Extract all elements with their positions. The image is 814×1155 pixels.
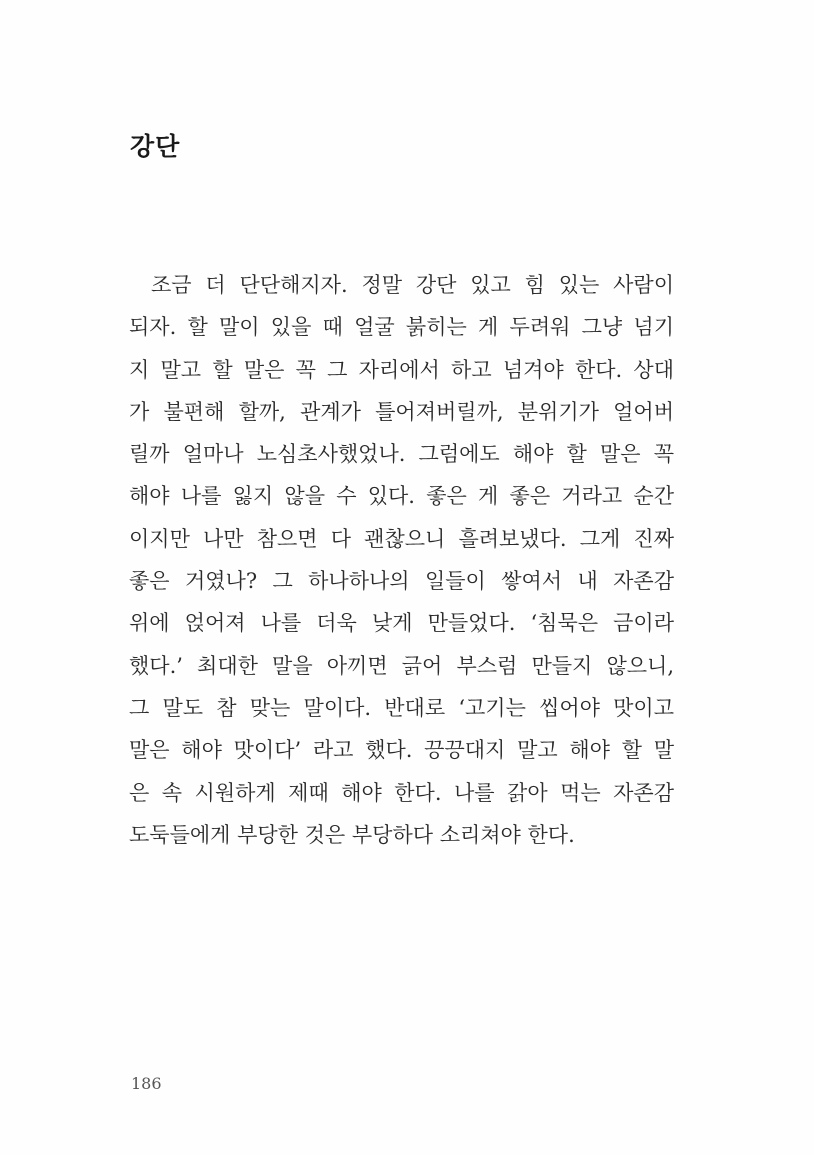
chapter-title: 강단: [130, 132, 181, 161]
body-line: 릴까 얼마나 노심초사했었나. 그럼에도 해야 할 말은 꼭: [129, 442, 674, 467]
body-line: 말은 해야 맛이다’ 라고 했다. 끙끙대지 말고 해야 할 말: [129, 738, 674, 763]
page-number: 186: [131, 1074, 162, 1093]
body-line: 위에 얹어져 나를 더욱 낮게 만들었다. ‘침묵은 금이라: [129, 611, 674, 636]
body-paragraph: [129, 264, 674, 856]
body-line: 지 말고 할 말은 꼭 그 자리에서 하고 넘겨야 한다. 상대: [129, 357, 674, 382]
body-line: 가 불편해 할까, 관계가 틀어져버릴까, 분위기가 얼어버: [129, 399, 674, 424]
body-line: 도둑들에게 부당한 것은 부당하다 소리쳐야 한다.: [129, 822, 575, 847]
body-line: 그 말도 참 맞는 말이다. 반대로 ‘고기는 씹어야 맛이고: [129, 695, 674, 720]
body-line: 은 속 시원하게 제때 해야 한다. 나를 갉아 먹는 자존감: [129, 780, 674, 805]
body-line: 해야 나를 잃지 않을 수 있다. 좋은 게 좋은 거라고 순간: [129, 484, 674, 509]
body-line: 되자. 할 말이 있을 때 얼굴 붉히는 게 두려워 그냥 넘기: [129, 315, 674, 340]
body-line: 조금 더 단단해지자. 정말 강단 있고 힘 있는 사람이: [151, 273, 674, 297]
body-line: 이지만 나만 참으면 다 괜찮으니 흘려보냈다. 그게 진짜: [129, 526, 674, 551]
body-line: 좋은 거였나? 그 하나하나의 일들이 쌓여서 내 자존감: [129, 569, 674, 594]
body-line: 했다.’ 최대한 말을 아끼면 긁어 부스럼 만들지 않으니,: [129, 653, 674, 678]
